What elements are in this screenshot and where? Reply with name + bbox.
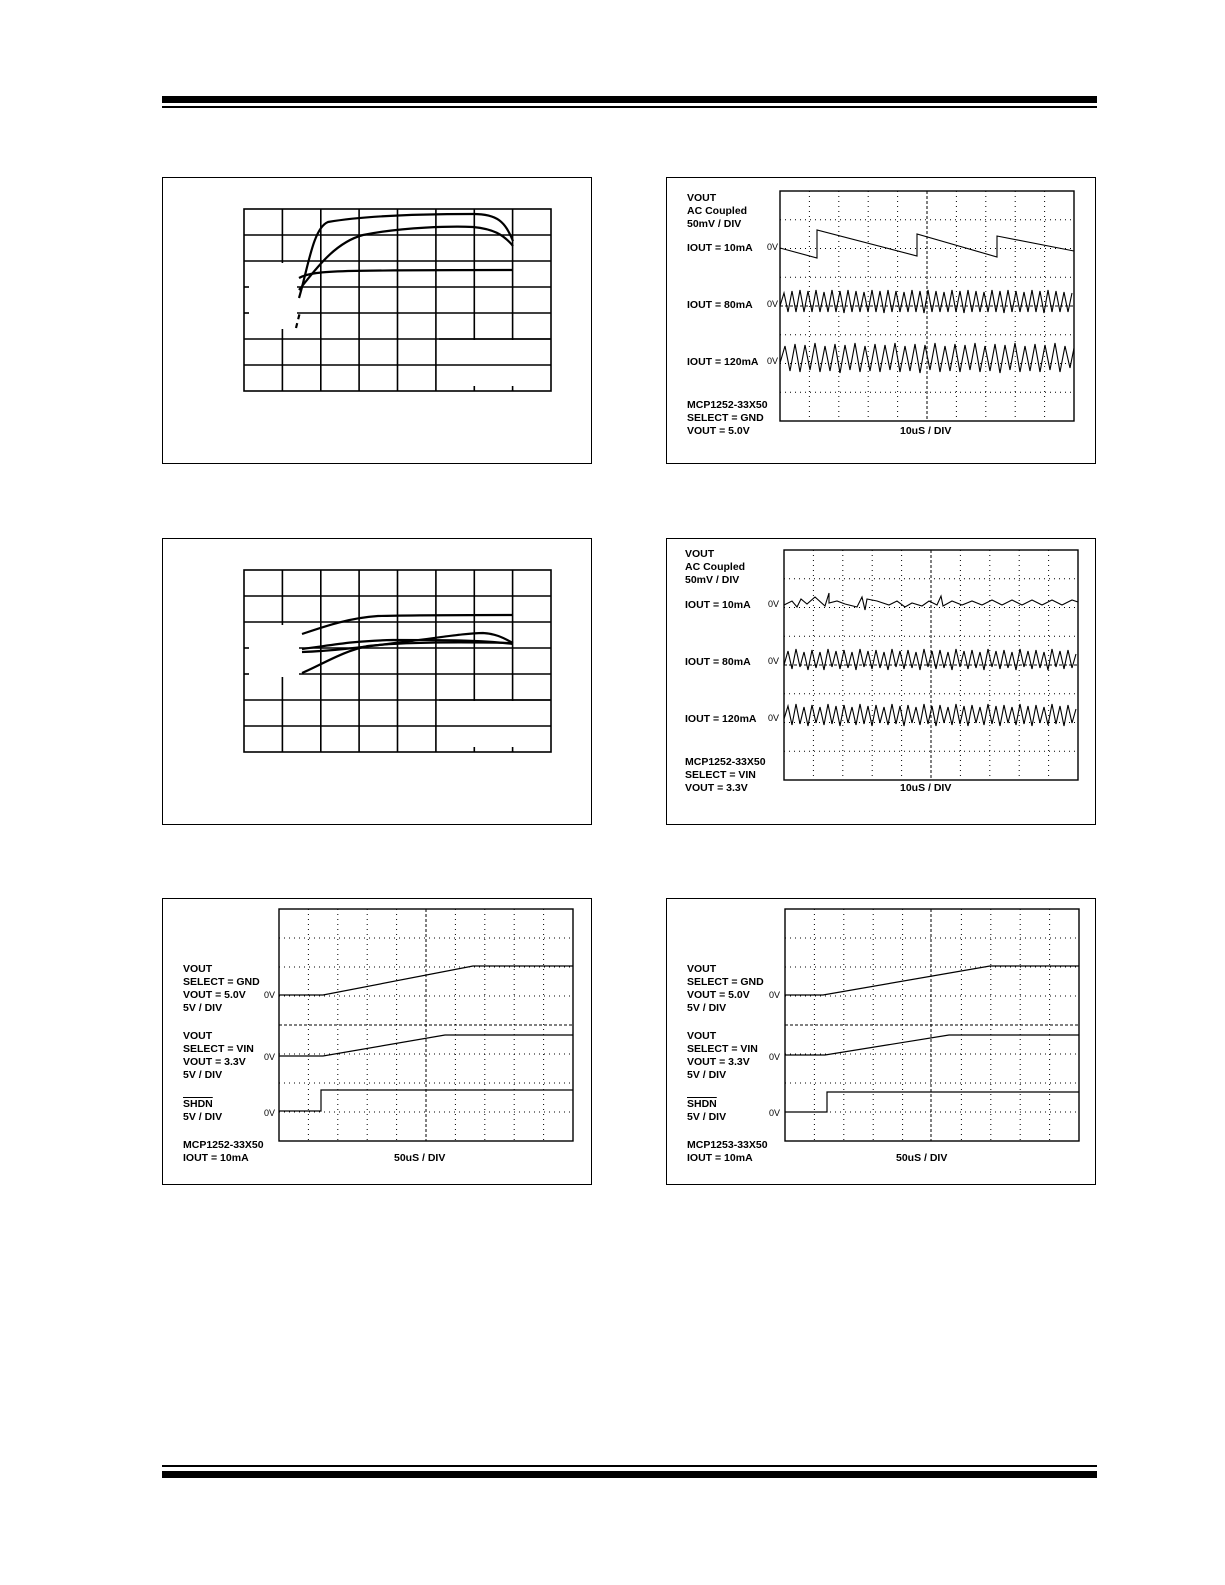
scope-1-scale-label: 50mV / DIV bbox=[687, 218, 742, 230]
scope-4-group-3-line-1: SHDN bbox=[687, 1098, 717, 1110]
scope-2-trace-1-label: IOUT = 10mA bbox=[685, 599, 751, 611]
scope-3-group-1-line-1: VOUT bbox=[183, 963, 213, 975]
scope-2-vout-setting: VOUT = 3.3V bbox=[685, 782, 748, 794]
scope-3-group-1-line-2: SELECT = GND bbox=[183, 976, 260, 988]
scope-2-trace-1-zero: 0V bbox=[768, 599, 780, 609]
scope-panel-ripple-vin bbox=[666, 538, 1096, 825]
scope-1-part-number: MCP1252-33X50 bbox=[687, 399, 768, 411]
scope-panel-startup-1253 bbox=[666, 898, 1096, 1185]
scope-3-group-1-line-3: VOUT = 5.0V bbox=[183, 989, 246, 1001]
scope-panel-startup-1252 bbox=[162, 898, 592, 1185]
scope-1-trace-2-zero: 0V bbox=[767, 299, 779, 309]
scope-3-iout: IOUT = 10mA bbox=[183, 1152, 249, 1164]
footer-rule-thick bbox=[162, 1471, 1097, 1478]
scope-3-group-1-line-4: 5V / DIV bbox=[183, 1002, 223, 1014]
scope-1-coupling-label: AC Coupled bbox=[687, 205, 748, 217]
scope-4-group-1-line-3: VOUT = 5.0V bbox=[687, 989, 750, 1001]
scope-1-select: SELECT = GND bbox=[687, 412, 764, 424]
scope-4-group-1-line-4: 5V / DIV bbox=[687, 1002, 727, 1014]
scope-2-trace-3-zero: 0V bbox=[768, 713, 780, 723]
scope-4-group-1-zero: 0V bbox=[769, 990, 781, 1000]
scope-3-group-2-line-3: VOUT = 3.3V bbox=[183, 1056, 246, 1068]
scope-panel-ripple-gnd bbox=[666, 177, 1096, 464]
scope-1-trace-1-label: IOUT = 10mA bbox=[687, 242, 753, 254]
scope-3-group-1-zero: 0V bbox=[264, 990, 276, 1000]
scope-2-vout-label: VOUT bbox=[685, 548, 715, 560]
graph-1-plot bbox=[163, 178, 593, 465]
scope-4-group-2-line-1: VOUT bbox=[687, 1030, 717, 1042]
scope-2-trace-2-zero: 0V bbox=[768, 656, 780, 666]
scope-4-part-number: MCP1253-33X50 bbox=[687, 1139, 768, 1151]
scope-3-group-3-line-1: SHDN bbox=[183, 1098, 213, 1110]
scope-1-trace-1-zero: 0V bbox=[767, 242, 779, 252]
scope-1-trace-3-label: IOUT = 120mA bbox=[687, 356, 759, 368]
graph-panel-2 bbox=[162, 538, 592, 825]
scope-3-group-3-zero: 0V bbox=[264, 1108, 276, 1118]
scope-4-group-3-line-2: 5V / DIV bbox=[687, 1111, 727, 1123]
scope-1-timebase: 10uS / DIV bbox=[900, 425, 952, 437]
scope-3-group-2-line-1: VOUT bbox=[183, 1030, 213, 1042]
scope-3-group-3-line-2: 5V / DIV bbox=[183, 1111, 223, 1123]
scope-4-group-3-zero: 0V bbox=[769, 1108, 781, 1118]
scope-2-part-number: MCP1252-33X50 bbox=[685, 756, 766, 768]
scope-2-scale-label: 50mV / DIV bbox=[685, 574, 740, 586]
scope-3-group-2-zero: 0V bbox=[264, 1052, 276, 1062]
scope-1-vout-label: VOUT bbox=[687, 192, 717, 204]
scope-4-group-2-line-4: 5V / DIV bbox=[687, 1069, 727, 1081]
scope-4-group-1-line-1: VOUT bbox=[687, 963, 717, 975]
scope-1-vout-setting: VOUT = 5.0V bbox=[687, 425, 750, 437]
scope-2-timebase: 10uS / DIV bbox=[900, 782, 952, 794]
header-rule-thin bbox=[162, 106, 1097, 108]
scope-4-group-2-line-2: SELECT = VIN bbox=[687, 1043, 758, 1055]
scope-3-group-2-line-2: SELECT = VIN bbox=[183, 1043, 254, 1055]
scope-3-timebase: 50uS / DIV bbox=[394, 1152, 446, 1164]
scope-4-timebase: 50uS / DIV bbox=[896, 1152, 948, 1164]
footer-rule-thin bbox=[162, 1465, 1097, 1467]
scope-2-trace-3-label: IOUT = 120mA bbox=[685, 713, 757, 725]
scope-2-trace-2-label: IOUT = 80mA bbox=[685, 656, 751, 668]
scope-3-part-number: MCP1252-33X50 bbox=[183, 1139, 264, 1151]
scope-1-trace-3-zero: 0V bbox=[767, 356, 779, 366]
graph-2-plot bbox=[163, 539, 593, 826]
graph-panel-1 bbox=[162, 177, 592, 464]
scope-1-trace-2-label: IOUT = 80mA bbox=[687, 299, 753, 311]
scope-2-select: SELECT = VIN bbox=[685, 769, 756, 781]
scope-4-iout: IOUT = 10mA bbox=[687, 1152, 753, 1164]
header-rule-thick bbox=[162, 96, 1097, 103]
scope-4-group-2-zero: 0V bbox=[769, 1052, 781, 1062]
scope-3-group-2-line-4: 5V / DIV bbox=[183, 1069, 223, 1081]
scope-2-coupling-label: AC Coupled bbox=[685, 561, 746, 573]
scope-4-group-2-line-3: VOUT = 3.3V bbox=[687, 1056, 750, 1068]
scope-4-group-1-line-2: SELECT = GND bbox=[687, 976, 764, 988]
